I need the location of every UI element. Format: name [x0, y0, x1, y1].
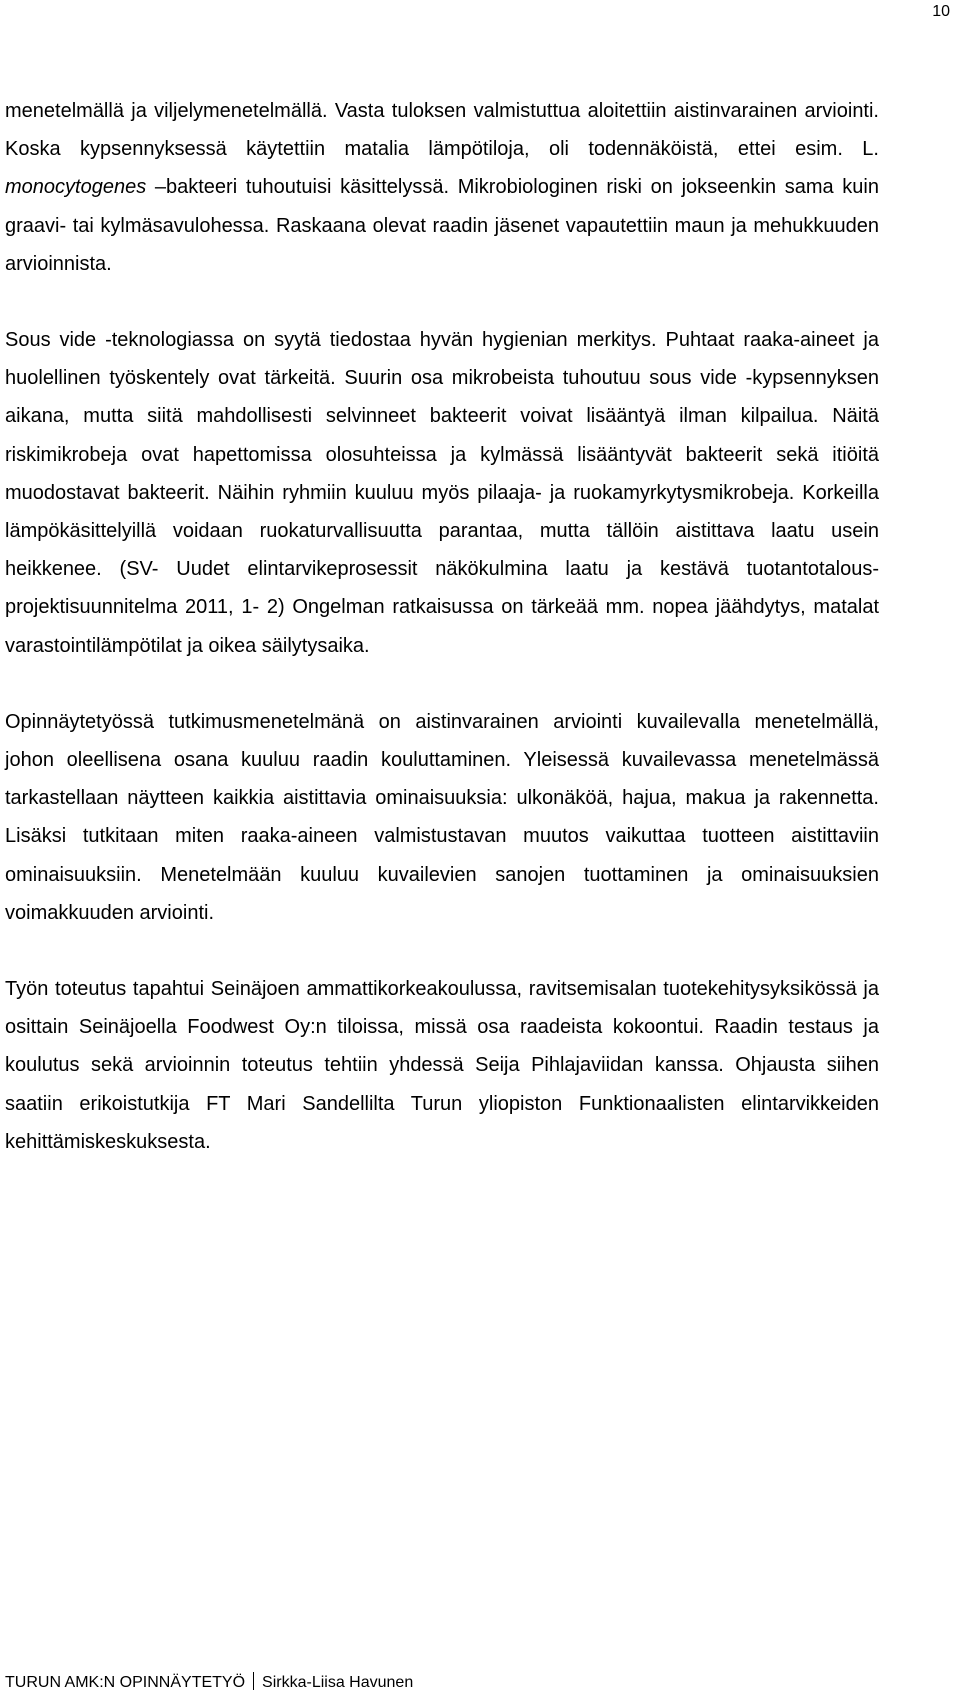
text-run: Työn toteutus tapahtui Seinäjoen ammattikorkeakoulussa, ravitsemisalan tuotekehitysyksikössä ja osittain Seinäjoella Foodwest Oy:n tiloissa, missä osa raadeista kokoontui. Raadin testaus ja koulutus sekä arvioinnin toteutus tehtiin yhdessä Seija Pihlajaviidan kanssa. Ohjausta siihen saatiin erikoistutkija FT Mari Sandellilta Turun yliopiston Funktionaalisten elintarvikkeiden kehittämiskeskuksesta. — [5, 978, 879, 1153]
text-run: Sous vide -teknologiassa on syytä tiedostaa hyvän hygienian merkitys. Puhtaat raaka-aineet ja huolellinen työskentely ovat tärkeitä. Suurin osa mikrobeista tuhoutuu sous vide -kypsennyksen aikana, mutta siitä mahdollisesti selvinneet bakteerit voivat lisääntyä ilman kilpailua. Näitä riskimikrobeja ovat hapettomissa olosuhteissa ja kylmässä lisääntyvät bakteerit sekä itiöitä muodostavat bakteerit. Näihin ryhmiin kuuluu myös pilaaja- ja ruokamyrkytysmikrobeja. Korkeilla lämpökäsittelyillä voidaan ruokaturvallisuutta parantaa, mutta tällöin aistittava laatu usein heikkenee. (SV- Uudet elintarvikeprosessit näkökulmina laatu ja kestävä tuotantotalous- projektisuunnitelma 2011, 1- 2) Ongelman ratkaisussa on tärkeää mm. nopea jäähdytys, matalat varastointilämpötilat ja oikea säilytysaika. — [5, 329, 879, 657]
paragraph — [5, 970, 879, 1161]
page-footer — [5, 1672, 413, 1693]
footer-author: Sirkka-Liisa Havunen — [262, 1674, 414, 1691]
text-run: Opinnäytetyössä tutkimusmenetelmänä on aistinvarainen arviointi kuvailevalla menetelmällä, johon oleellisena osana kuuluu raadin kouluttaminen. Yleisessä kuvailevassa menetelmässä tarkastellaan näytteen kaikkia aistittavia ominaisuuksia: ulkonäköä, hajua, makua ja rakennetta. Lisäksi tutkitaan miten raaka-aineen valmistustavan muutos vaikuttaa tuotteen aistittaviin ominaisuuksiin. Menetelmään kuuluu kuvailevien sanojen tuottaminen ja ominaisuuksien voimakkuuden arviointi. — [5, 710, 879, 924]
footer-institution: TURUN AMK:N OPINNÄYTETYÖ — [5, 1674, 246, 1691]
paragraph — [5, 321, 879, 665]
footer-separator — [253, 1672, 254, 1690]
body-text — [5, 92, 879, 1161]
paragraph — [5, 92, 879, 283]
page-number: 10 — [932, 3, 950, 20]
species-name: monocytogenes — [5, 176, 147, 199]
text-run: –bakteeri tuhoutuisi käsittelyssä. Mikrobiologinen riski on jokseenkin sama kuin graavi- tai kylmäsavulohessa. Raskaana olevat raadin jäsenet vapautettiin maun ja mehukkuuden arvioinnista. — [5, 176, 879, 275]
text-run: menetelmällä ja viljelymenetelmällä. Vasta tuloksen valmistuttua aloitettiin aistinvarainen arviointi. Koska kypsennyksessä käytettiin matalia lämpötiloja, oli todennäköistä, ettei esim. L. — [5, 100, 879, 161]
paragraph — [5, 703, 879, 932]
